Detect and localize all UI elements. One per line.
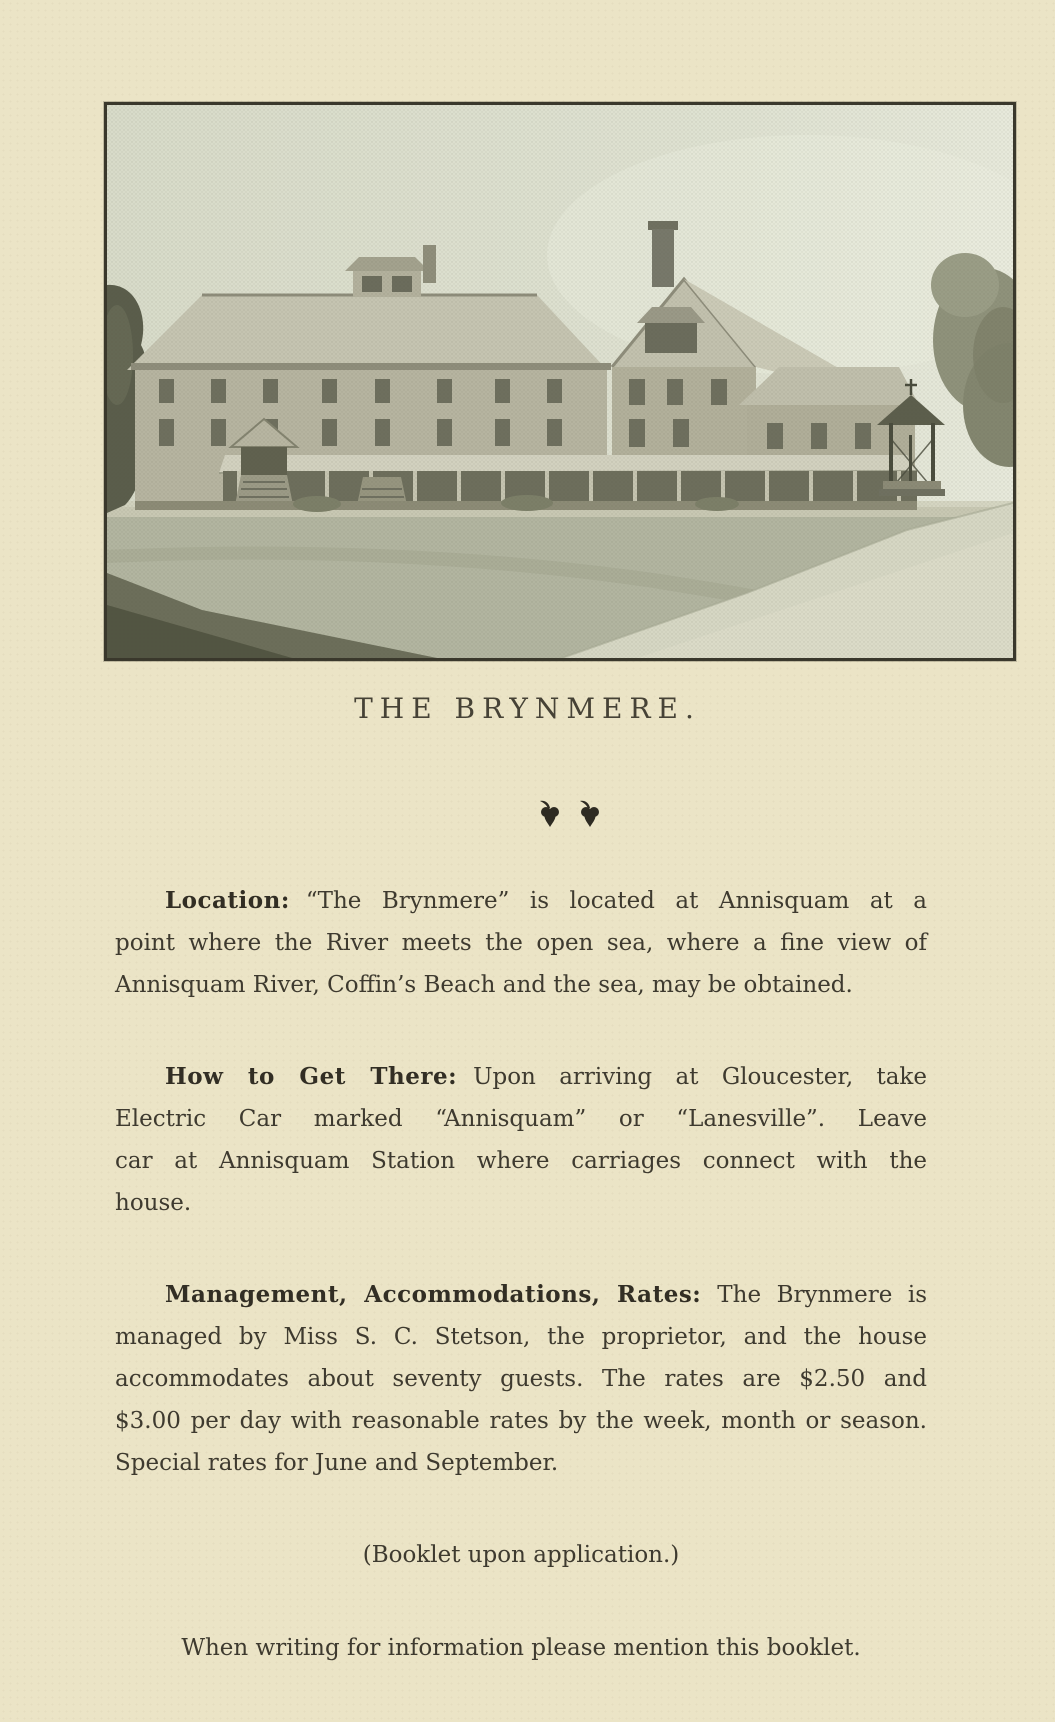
hotel-photograph-scene	[107, 105, 1013, 658]
photo-halftone-overlay	[107, 105, 1013, 658]
text-line: Electric Car marked “Annisquam” or “Lanesville”. Leave	[115, 1106, 927, 1132]
paragraph-location	[115, 880, 927, 1006]
mention-note: When writing for information please mention this booklet.	[181, 1635, 861, 1661]
text-line: house.	[115, 1190, 192, 1216]
location-label: Location:	[165, 887, 290, 914]
ornament-row	[42, 798, 1055, 828]
text-line: Special rates for June and September.	[115, 1450, 559, 1476]
how-to-get-there-label: How to Get There:	[165, 1063, 458, 1090]
paragraph-management	[115, 1274, 927, 1484]
booklet-note: (Booklet upon application.)	[362, 1542, 680, 1568]
text-line-content: “The Brynmere” is located at Annisquam at a	[305, 888, 927, 914]
text-line: $3.00 per day with reasonable rates by the week, month or season.	[115, 1408, 927, 1434]
text-line: point where the River meets the open sea, where a fine view of	[115, 930, 927, 956]
text-line-content: The Brynmere is	[717, 1282, 928, 1308]
page-title: THE BRYNMERE.	[354, 692, 701, 725]
body-text	[115, 880, 927, 1669]
ivy-leaf-ornament-icon	[537, 798, 563, 828]
text-line: managed by Miss S. C. Stetson, the proprietor, and the house	[115, 1324, 927, 1350]
text-line-content: Upon arriving at Gloucester, take	[473, 1064, 927, 1090]
text-line	[115, 880, 927, 922]
management-label: Management, Accommodations, Rates:	[165, 1281, 702, 1308]
text-line	[115, 1274, 927, 1316]
text-line: Annisquam River, Coffin’s Beach and the sea, may be obtained.	[115, 972, 853, 998]
text-line	[115, 1056, 927, 1098]
paragraph-how-to-get-there	[115, 1056, 927, 1224]
ivy-leaf-ornament-icon	[577, 798, 603, 828]
hotel-photograph	[104, 102, 1016, 661]
text-line: accommodates about seventy guests. The rates are $2.50 and	[115, 1366, 927, 1392]
text-line: car at Annisquam Station where carriages connect with the	[115, 1148, 927, 1174]
